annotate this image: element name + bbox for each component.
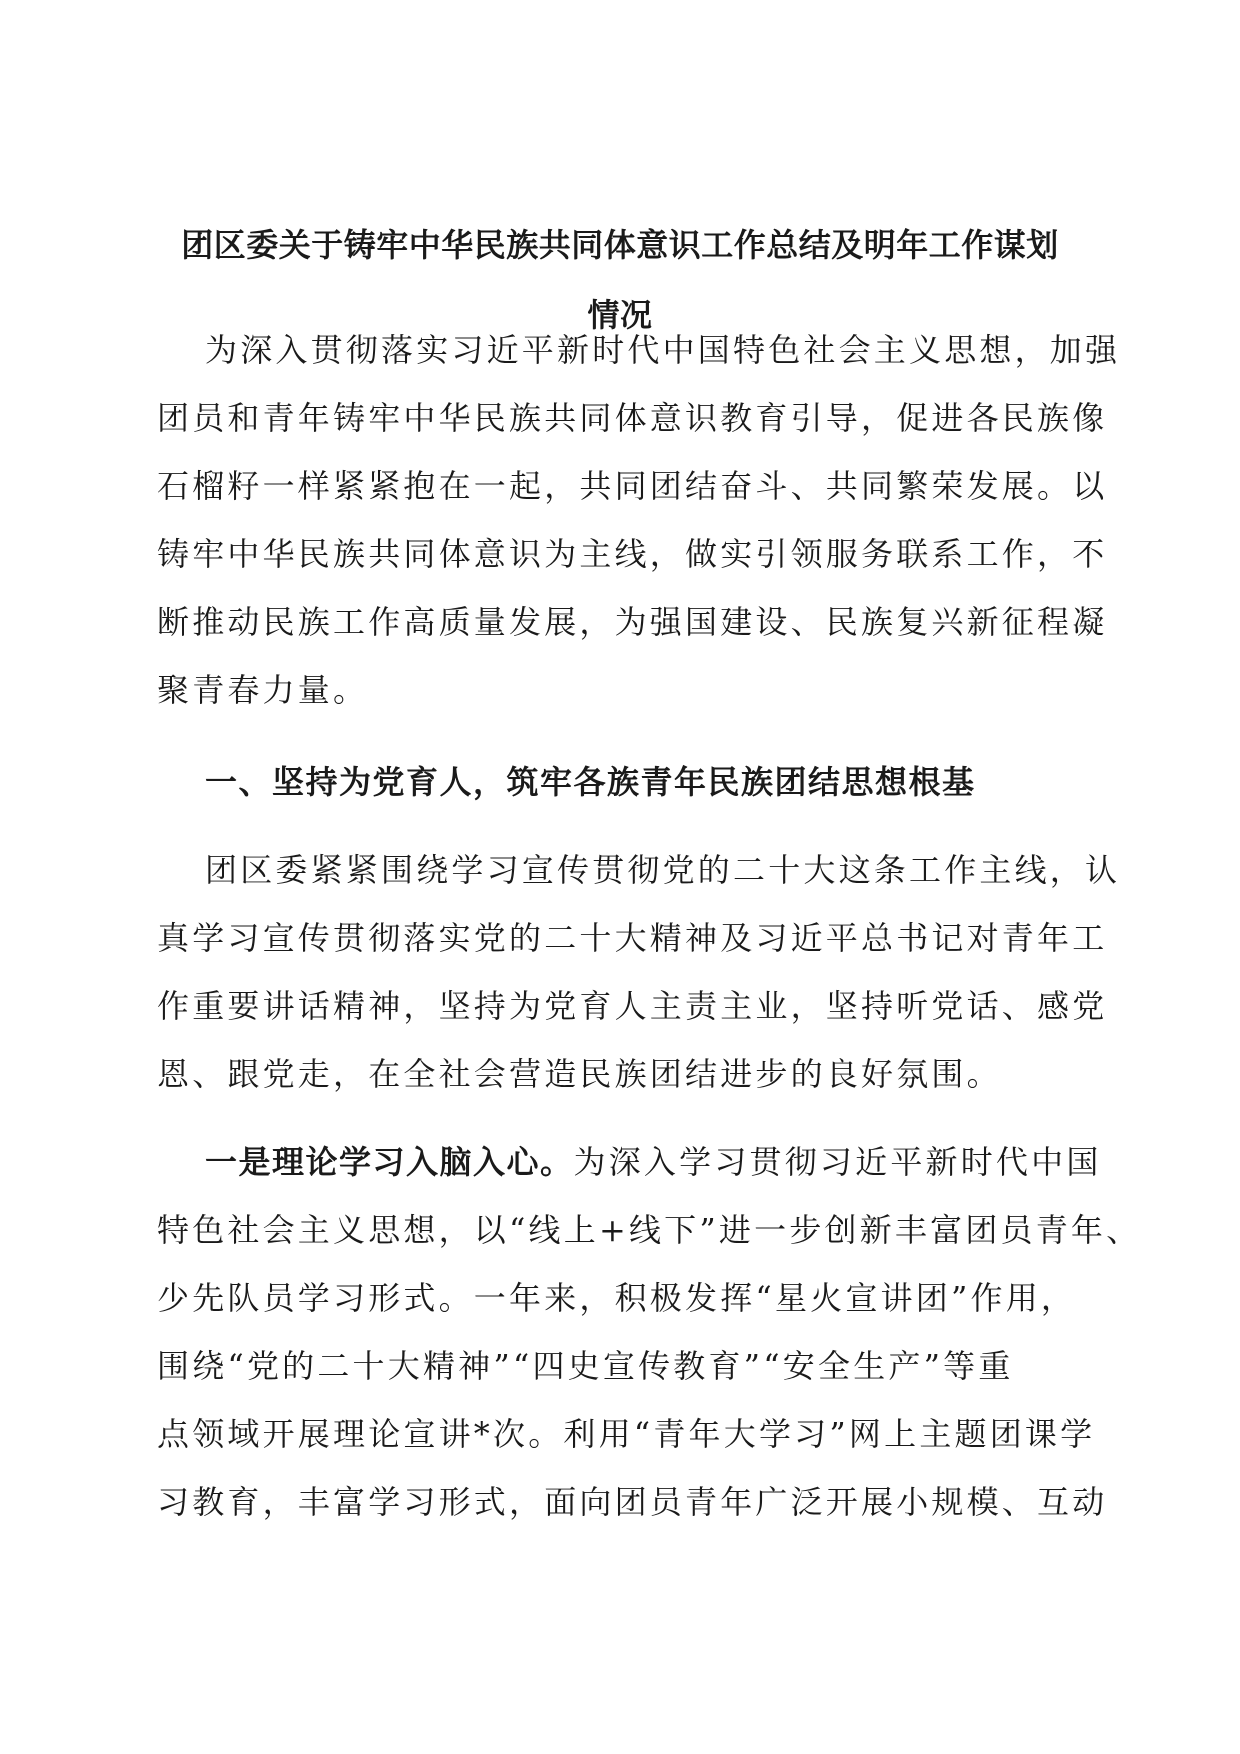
section-heading: 一、坚持为党育人，筑牢各族青年民族团结思想根基 [205,763,976,801]
point-first-line-text: 为深入学习贯彻习近平新时代中国 [573,1143,1102,1181]
point-line: 点领域开展理论宣讲*次。利用“青年大学习”网上主题团课学 [157,1415,1096,1453]
section-paragraph-line: 真学习宣传贯彻落实党的二十大精神及习近平总书记对青年工 [157,919,1108,957]
intro-line: 团员和青年铸牢中华民族共同体意识教育引导，促进各民族像 [157,399,1108,437]
point-line: 围绕“党的二十大精神”“四史宣传教育”“安全生产”等重 [157,1347,1014,1385]
section-paragraph-line: 团区委紧紧围绕学习宣传贯彻党的二十大这条工作主线，认 [205,851,1121,889]
point-lead: 一是理论学习入脑入心。 [205,1143,574,1181]
point-first-line [205,1142,1102,1182]
title-line-1: 团区委关于铸牢中华民族共同体意识工作总结及明年工作谋划 [181,226,1059,264]
point-line: 特色社会主义思想，以“线上+线下”进一步创新丰富团员青年、 [157,1211,1142,1249]
point-line: 习教育，丰富学习形式，面向团员青年广泛开展小规模、互动 [157,1483,1108,1521]
document-title [150,210,1090,350]
title-line-2: 情况 [587,296,653,334]
intro-line: 聚青春力量。 [157,671,369,709]
intro-line: 铸牢中华民族共同体意识为主线，做实引领服务联系工作，不 [157,535,1108,573]
intro-line: 石榴籽一样紧紧抱在一起，共同团结奋斗、共同繁荣发展。以 [157,467,1108,505]
point-line: 少先队员学习形式。一年来，积极发挥“星火宣讲团”作用， [157,1279,1077,1317]
intro-line: 为深入贯彻落实习近平新时代中国特色社会主义思想，加强 [205,331,1121,369]
section-paragraph-line: 恩、跟党走，在全社会营造民族团结进步的良好氛围。 [157,1055,1002,1093]
intro-line: 断推动民族工作高质量发展，为强国建设、民族复兴新征程凝 [157,603,1108,641]
section-paragraph-line: 作重要讲话精神，坚持为党育人主责主业，坚持听党话、感党 [157,987,1108,1025]
